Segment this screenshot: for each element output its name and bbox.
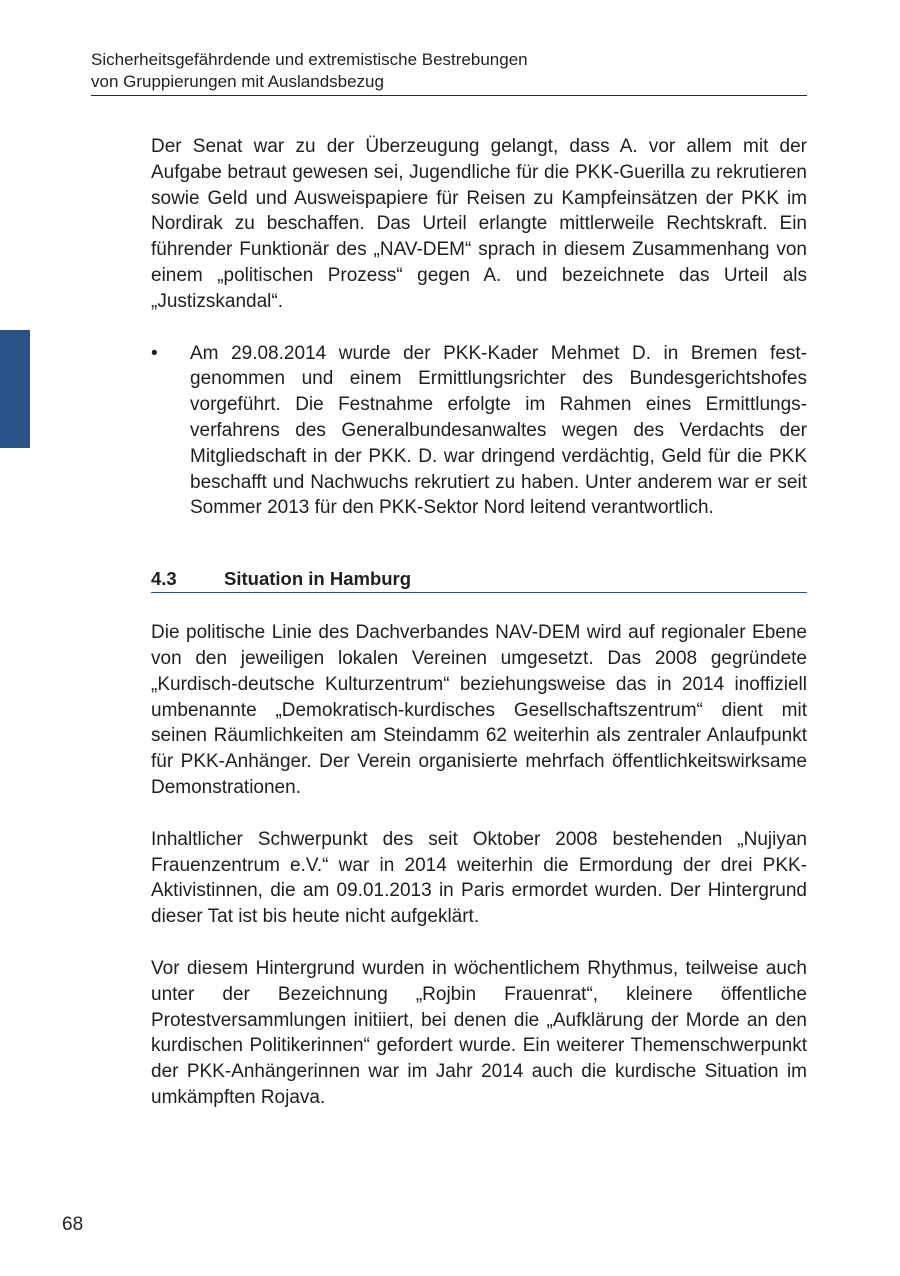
- section-heading: [151, 566, 807, 593]
- running-header: [91, 49, 807, 96]
- header-line-2: von Gruppierungen mit Auslandsbezug: [91, 72, 384, 91]
- paragraph-1: Die politische Linie des Dachverbandes NAV-DEM wird auf regionaler Ebene von den jeweiligen lokalen Vereinen umgesetzt. Das 2008 gegründete „Kurdisch-deutsche Kulturzentrum“ beziehungsweise das in 2014 inoffiziell umbenannte „Demokratisch-kurdisches Gesellschaftszentrum“ dient mit seinen Räumlichkeiten am Steindamm 62 weiterhin als zentraler Anlaufpunkt für PKK-Anhänger. Der Verein organisierte mehrfach öffentlichkeitswirksame Demonstrationen.: [151, 622, 807, 798]
- paragraph-2: Inhaltlicher Schwerpunkt des seit Oktober 2008 bestehenden „Nujiyan Frauenzentrum e.V.“ war in 2014 weiterhin die Ermordung der drei PKK-Aktivistinnen, die am 09.01.2013 in Paris ermordet wurden. Der Hintergrund dieser Tat ist bis heute nicht aufgeklärt.: [151, 828, 807, 928]
- header-line-1: Sicherheitsgefährdende und extremistische Bestrebungen: [91, 50, 528, 69]
- chapter-side-tab: [0, 330, 30, 448]
- bullet-icon: •: [151, 342, 158, 364]
- paragraph-3: Vor diesem Hintergrund wurden in wöchentlichem Rhythmus, teilweise auch unter der Bezeichnung „Rojbin Frauenrat“, kleinere öffentliche Protestversammlungen initiiert, bei denen die „Aufklärung der Morde an den kurdischen Politikerinnen“ gefordert wurde. Ein weiterer Themenschwerpunkt der PKK-Anhängerinnen war im Jahr 2014 auch die kurdische Situation im umkämpften Rojava.: [151, 957, 807, 1108]
- page-content: [151, 134, 807, 1111]
- page-number: 68: [62, 1214, 84, 1235]
- section-title: Situation in Hamburg: [224, 568, 412, 590]
- section-number: 4.3: [151, 568, 177, 590]
- bullet-item: [151, 341, 807, 522]
- paragraph-intro: Der Senat war zu der Überzeugung gelangt, dass A. vor allem mit der Aufgabe betraut gewesen sei, Jugendliche für die PKK-Guerilla zu rekrutieren sowie Geld und Ausweispapiere für Reisen zu Kampfeinsätzen der PKK im Nordirak zu beschaffen. Das Urteil erlangte mittlerweile Rechtskraft. Ein führender Funktionär des „NAV-DEM“ sprach in diesem Zusammenhang von einem „politischen Prozess“ gegen A. und bezeichnete das Urteil als „Justizskandal“.: [151, 136, 807, 312]
- bullet-text: Am 29.08.2014 wurde der PKK-Kader Mehmet D. in Bremen festgenommen und einem Ermittlungsrichter des Bundesgerichtshofes vorgeführt. Die Festnahme erfolgte im Rahmen eines Ermittlungsverfahrens des Generalbundesanwaltes wegen des Verdachts der Mitgliedschaft in der PKK. D. war dringend verdächtig, Geld für die PKK beschafft und Nachwuchs rekrutiert zu haben. Unter anderem war er seit Sommer 2013 für den PKK-Sektor Nord leitend verantwortlich.: [190, 342, 807, 519]
